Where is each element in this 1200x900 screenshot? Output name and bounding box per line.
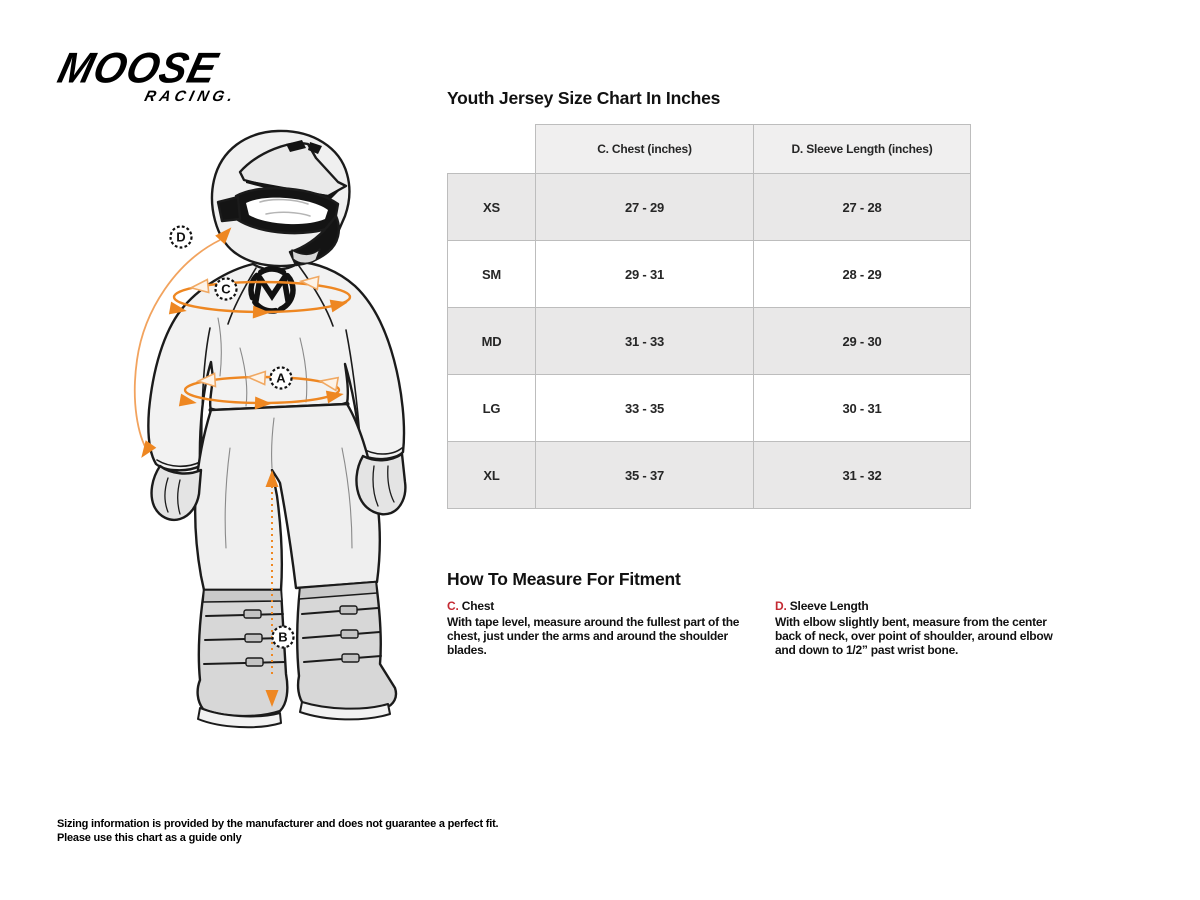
- chest-cell: 31 - 33: [536, 308, 754, 375]
- measure-chest-letter: C.: [447, 599, 459, 613]
- table-row-md: [448, 308, 971, 375]
- size-cell: SM: [448, 241, 536, 308]
- disclaimer-line-1: Sizing information is provided by the manufacturer and does not guarantee a perfect fit.: [57, 818, 499, 830]
- chest-cell: 35 - 37: [536, 442, 754, 509]
- pants-outline: [195, 404, 380, 590]
- size-cell: LG: [448, 375, 536, 442]
- measure-sleeve-heading: [775, 599, 1075, 613]
- logo-racing-text: RACING.: [142, 87, 239, 105]
- chest-cell: 29 - 31: [536, 241, 754, 308]
- helmet: [212, 131, 349, 266]
- header-chest: C. Chest (inches): [536, 125, 754, 174]
- size-cell: XS: [448, 174, 536, 241]
- size-chart-title: Youth Jersey Size Chart In Inches: [447, 88, 721, 108]
- moose-racing-logo: [50, 43, 254, 105]
- table-row-xl: [448, 442, 971, 509]
- header-sleeve: D. Sleeve Length (inches): [754, 125, 971, 174]
- sleeve-cell: 27 - 28: [754, 174, 971, 241]
- sleeve-cell: 29 - 30: [754, 308, 971, 375]
- size-cell: MD: [448, 308, 536, 375]
- measure-chest-block: [447, 599, 747, 657]
- chest-cell: 33 - 35: [536, 375, 754, 442]
- measure-sleeve-letter: D.: [775, 599, 787, 613]
- disclaimer: [57, 817, 498, 846]
- size-cell: XL: [448, 442, 536, 509]
- measure-sleeve-text: With elbow slightly bent, measure from the center back of neck, over point of shoulder, around elbow and down to 1/2” past wrist bone.: [775, 615, 1053, 658]
- boots: [198, 582, 396, 727]
- measure-sleeve-block: [775, 599, 1075, 657]
- size-chart-table: [447, 124, 971, 509]
- marker-inseam-letter: B: [278, 629, 288, 645]
- table-row-xs: [448, 174, 971, 241]
- how-to-measure-title: How To Measure For Fitment: [447, 569, 681, 589]
- chest-cell: 27 - 29: [536, 174, 754, 241]
- sleeve-cell: 30 - 31: [754, 375, 971, 442]
- how-to-measure-section: [447, 569, 1107, 657]
- sleeve-cell: 28 - 29: [754, 241, 971, 308]
- rider-measurement-illustration: [50, 118, 440, 738]
- measure-chest-heading: [447, 599, 747, 613]
- logo-moose-text: MOOSE: [53, 43, 224, 93]
- marker-chest-letter: C: [221, 281, 231, 297]
- marker-waist-letter: A: [276, 370, 286, 386]
- header-blank-cell: [448, 125, 536, 174]
- table-row-sm: [448, 241, 971, 308]
- measure-sleeve-label: Sleeve Length: [789, 599, 869, 613]
- disclaimer-line-2: Please use this chart as a guide only: [57, 832, 242, 845]
- measure-chest-text: With tape level, measure around the fullest part of the chest, just under the arms and around the shoulder blades.: [447, 615, 740, 658]
- header-row: [448, 125, 971, 174]
- marker-sleeve-letter: D: [176, 229, 186, 245]
- measure-chest-label: Chest: [461, 599, 495, 613]
- table-row-lg: [448, 375, 971, 442]
- sleeve-cell: 31 - 32: [754, 442, 971, 509]
